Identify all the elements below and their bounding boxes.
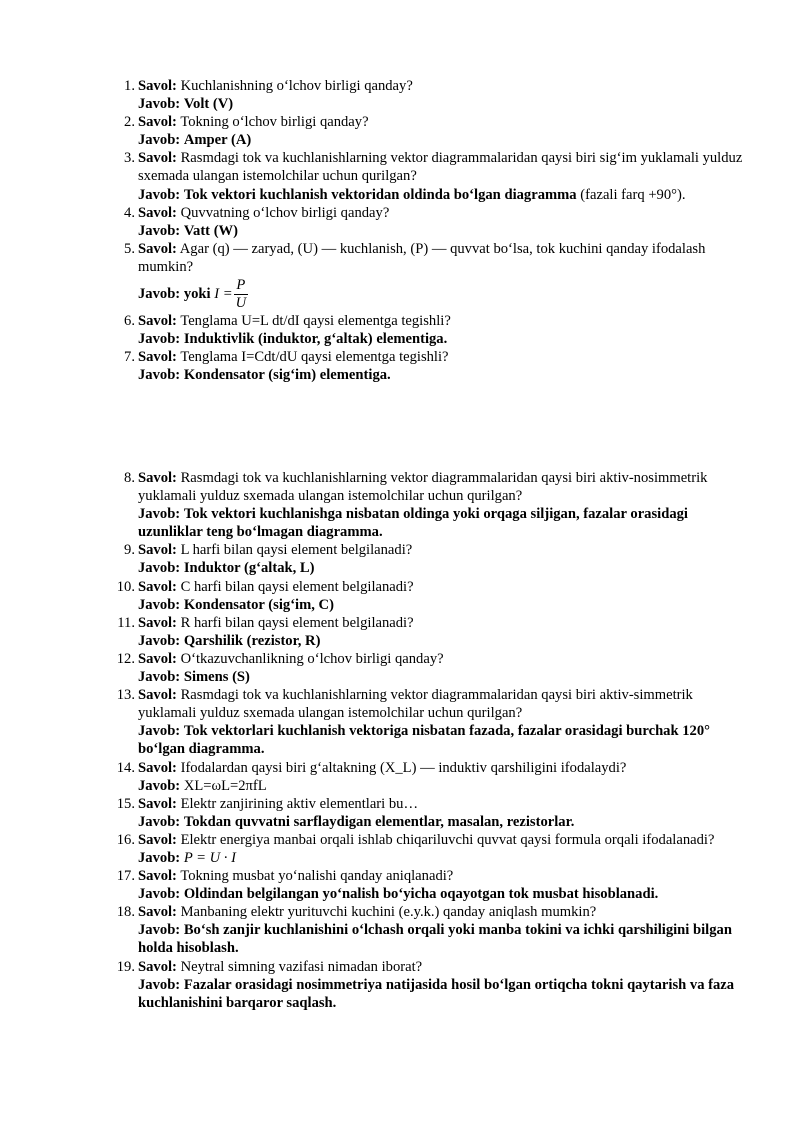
question-line	[138, 469, 744, 505]
question-line	[138, 614, 744, 632]
question-text: Tenglama I=Cdt/dU qaysi elementga tegishli?	[180, 349, 449, 366]
question-text: Rasmdagi tok va kuchlanishlarning vektor diagrammalaridan qaysi biri aktiv-nosimmetrik yuklamali yulduz sxemada ulangan istemolchilar uchun qurilgan?	[138, 470, 708, 505]
question-text: Agar (q) — zaryad, (U) — kuchlanish, (P) — quvvat bo‘lsa, tok kuchini qanday ifodalash mumkin?	[138, 240, 706, 275]
question-text: Neytral simning vazifasi nimadan iborat?	[180, 958, 423, 975]
answer-text: Simens (S)	[183, 669, 250, 686]
answer-note: (fazali farq +90°).	[580, 186, 686, 203]
item-number: 16.	[116, 831, 135, 848]
question-item	[0, 578, 800, 614]
savol-label: Savol:	[138, 150, 177, 167]
formula-fraction	[234, 277, 249, 312]
answer-line	[138, 131, 744, 149]
question-line	[138, 240, 744, 276]
javob-label: Javob:	[138, 367, 181, 384]
answer-text: Induktor (g‘altak, L)	[183, 560, 315, 577]
question-item	[0, 312, 800, 348]
question-text: Kuchlanishning o‘lchov birligi qanday?	[180, 78, 413, 94]
answer-line	[138, 596, 744, 614]
formula-denominator: U	[235, 295, 247, 312]
savol-label: Savol:	[138, 204, 177, 221]
javob-label: Javob:	[138, 849, 181, 866]
answer-text: Tok vektori kuchlanishga nisbatan oldinga yoki orqaga siljigan, fazalar orasidagi uzunliklar teng bo‘lmagan diagramma.	[138, 506, 688, 541]
answer-line	[138, 186, 744, 204]
answer-line	[138, 722, 744, 758]
javob-label: Javob:	[138, 285, 181, 302]
answer-line	[138, 777, 744, 795]
savol-label: Savol:	[138, 831, 177, 848]
question-item	[0, 113, 800, 149]
question-item	[0, 469, 800, 541]
javob-label: Javob:	[138, 331, 181, 348]
question-text: Ifodalardan qaysi biri g‘altakning (X_L) — induktiv qarshiligini ifodalaydi?	[180, 759, 627, 776]
question-item	[0, 348, 800, 384]
answer-line	[138, 330, 744, 348]
item-number: 11.	[117, 614, 135, 631]
item-number: 14.	[116, 759, 135, 776]
question-item	[0, 204, 800, 240]
question-list-1	[0, 77, 800, 384]
answer-text: Tok vektorlari kuchlanish vektoriga nisbatan fazada, fazalar orasidagi burchak 120° bo‘lgan diagramma.	[138, 723, 710, 758]
formula-numerator: P	[234, 277, 249, 295]
savol-label: Savol:	[138, 470, 177, 486]
javob-label: Javob:	[138, 922, 181, 939]
question-item	[0, 795, 800, 831]
answer-text: Kondensator (sig‘im, C)	[183, 596, 334, 613]
question-item	[0, 759, 800, 795]
savol-label: Savol:	[138, 578, 177, 595]
answer-line	[138, 95, 744, 113]
javob-label: Javob:	[138, 96, 181, 113]
question-text: Tokning musbat yo‘nalishi qanday aniqlanadi?	[180, 868, 454, 885]
savol-label: Savol:	[138, 349, 177, 366]
item-number: 5.	[124, 240, 135, 257]
question-line	[138, 686, 744, 722]
item-number: 12.	[116, 650, 135, 667]
answer-text: Qarshilik (rezistor, R)	[183, 632, 321, 649]
answer-text: Oldindan belgilangan yo‘nalish bo‘yicha oqayotgan tok musbat hisoblanadi.	[183, 886, 659, 903]
savol-label: Savol:	[138, 759, 177, 776]
javob-label: Javob:	[138, 186, 181, 203]
item-number: 13.	[116, 687, 135, 704]
item-number: 8.	[124, 470, 135, 486]
item-number: 19.	[116, 958, 135, 975]
question-item	[0, 650, 800, 686]
answer-text: Induktivlik (induktor, g‘altak) elementiga.	[183, 331, 448, 348]
question-line	[138, 541, 744, 559]
item-number: 2.	[124, 114, 135, 131]
question-list-2	[0, 469, 800, 1012]
question-text: Rasmdagi tok va kuchlanishlarning vektor diagrammalaridan qaysi biri sig‘im yuklamali yulduz sxemada ulangan istemolchilar uchun qurilgan?	[138, 150, 743, 185]
answer-line	[138, 632, 744, 650]
question-line	[138, 903, 744, 921]
question-line	[138, 312, 744, 330]
question-line	[138, 113, 744, 131]
question-item	[0, 614, 800, 650]
item-number: 3.	[124, 150, 135, 167]
savol-label: Savol:	[138, 240, 177, 257]
answer-formula: P = U · I	[183, 849, 236, 866]
answer-line	[138, 813, 744, 831]
question-text: L harfi bilan qaysi element belgilanadi?	[180, 542, 413, 559]
answer-line	[138, 366, 744, 384]
javob-label: Javob:	[138, 596, 181, 613]
answer-line	[138, 921, 744, 957]
item-number: 15.	[116, 795, 135, 812]
savol-label: Savol:	[138, 78, 177, 94]
question-item	[0, 149, 800, 203]
question-item	[0, 903, 800, 957]
savol-label: Savol:	[138, 795, 177, 812]
savol-label: Savol:	[138, 614, 177, 631]
item-number: 17.	[116, 868, 135, 885]
javob-label: Javob:	[138, 132, 181, 149]
answer-line	[138, 668, 744, 686]
item-number: 1.	[124, 78, 135, 94]
savol-label: Savol:	[138, 904, 177, 921]
question-item	[0, 77, 800, 113]
question-line	[138, 831, 744, 849]
javob-label: Javob:	[138, 669, 181, 686]
question-text: Quvvatning o‘lchov birligi qanday?	[180, 204, 390, 221]
question-text: C harfi bilan qaysi element belgilanadi?	[180, 578, 414, 595]
savol-label: Savol:	[138, 114, 177, 131]
question-line	[138, 348, 744, 366]
question-line	[138, 204, 744, 222]
formula-lhs: I =	[214, 285, 233, 302]
savol-label: Savol:	[138, 868, 177, 885]
question-item	[0, 240, 800, 312]
savol-label: Savol:	[138, 958, 177, 975]
question-item	[0, 541, 800, 577]
savol-label: Savol:	[138, 313, 177, 330]
question-line	[138, 77, 744, 95]
question-line	[138, 795, 744, 813]
answer-text: Amper (A)	[183, 132, 252, 149]
question-text: Tenglama U=L dt/dI qaysi elementga tegishli?	[180, 313, 451, 330]
savol-label: Savol:	[138, 687, 177, 704]
question-line	[138, 578, 744, 596]
item-number: 10.	[116, 578, 135, 595]
answer-text: yoki	[183, 285, 211, 302]
javob-label: Javob:	[138, 813, 181, 830]
answer-line	[138, 222, 744, 240]
question-item	[0, 686, 800, 758]
answer-line	[138, 505, 744, 541]
item-number: 6.	[124, 313, 135, 330]
question-line	[138, 759, 744, 777]
question-text: O‘tkazuvchanlikning o‘lchov birligi qanday?	[180, 650, 444, 667]
answer-text: Tokdan quvvatni sarflaydigan elementlar, masalan, rezistorlar.	[183, 813, 575, 830]
savol-label: Savol:	[138, 542, 177, 559]
question-line	[138, 149, 744, 185]
question-item	[0, 867, 800, 903]
question-item	[0, 958, 800, 1012]
javob-label: Javob:	[138, 560, 181, 577]
javob-label: Javob:	[138, 506, 181, 523]
answer-line	[138, 277, 744, 312]
answer-text: Fazalar orasidagi nosimmetriya natijasida hosil bo‘lgan ortiqcha tokni qaytarish va faza kuchlanishini barqaror saqlash.	[138, 976, 735, 1011]
javob-label: Javob:	[138, 222, 181, 239]
item-number: 7.	[124, 349, 135, 366]
answer-line	[138, 976, 744, 1012]
question-text: Elektr energiya manbai orqali ishlab chiqariluvchi quvvat qaysi formula orqali ifodalanadi?	[180, 831, 715, 848]
javob-label: Javob:	[138, 723, 181, 740]
question-text: Manbaning elektr yurituvchi kuchini (e.y.k.) qanday aniqlash mumkin?	[180, 904, 597, 921]
question-line	[138, 650, 744, 668]
answer-text: Vatt (W)	[183, 222, 239, 239]
answer-text: XL=ωL=2πfL	[183, 777, 267, 794]
question-item	[0, 831, 800, 867]
item-number: 9.	[124, 542, 135, 559]
answer-text: Bo‘sh zanjir kuchlanishini o‘lchash orqali yoki manba tokini va ichki qarshiligini bilgan holda hisoblash.	[138, 922, 732, 957]
question-text: Elektr zanjirining aktiv elementlari bu…	[180, 795, 419, 812]
question-text: Tokning o‘lchov birligi qanday?	[180, 114, 369, 131]
answer-text: Volt (V)	[183, 96, 234, 113]
question-text: Rasmdagi tok va kuchlanishlarning vektor diagrammalaridan qaysi biri aktiv-simmetrik yuklamali yulduz sxemada ulangan istemolchilar uchun qurilgan?	[138, 687, 693, 722]
javob-label: Javob:	[138, 886, 181, 903]
javob-label: Javob:	[138, 976, 181, 993]
item-number: 18.	[116, 904, 135, 921]
answer-text: Tok vektori kuchlanish vektoridan oldinda bo‘lgan diagramma	[183, 186, 577, 203]
item-number: 4.	[124, 204, 135, 221]
answer-text: Kondensator (sig‘im) elementiga.	[183, 367, 391, 384]
question-line	[138, 958, 744, 976]
question-text: R harfi bilan qaysi element belgilanadi?	[180, 614, 414, 631]
javob-label: Javob:	[138, 632, 181, 649]
question-line	[138, 867, 744, 885]
answer-line	[138, 885, 744, 903]
javob-label: Javob:	[138, 777, 181, 794]
answer-line	[138, 849, 744, 867]
savol-label: Savol:	[138, 650, 177, 667]
answer-line	[138, 559, 744, 577]
